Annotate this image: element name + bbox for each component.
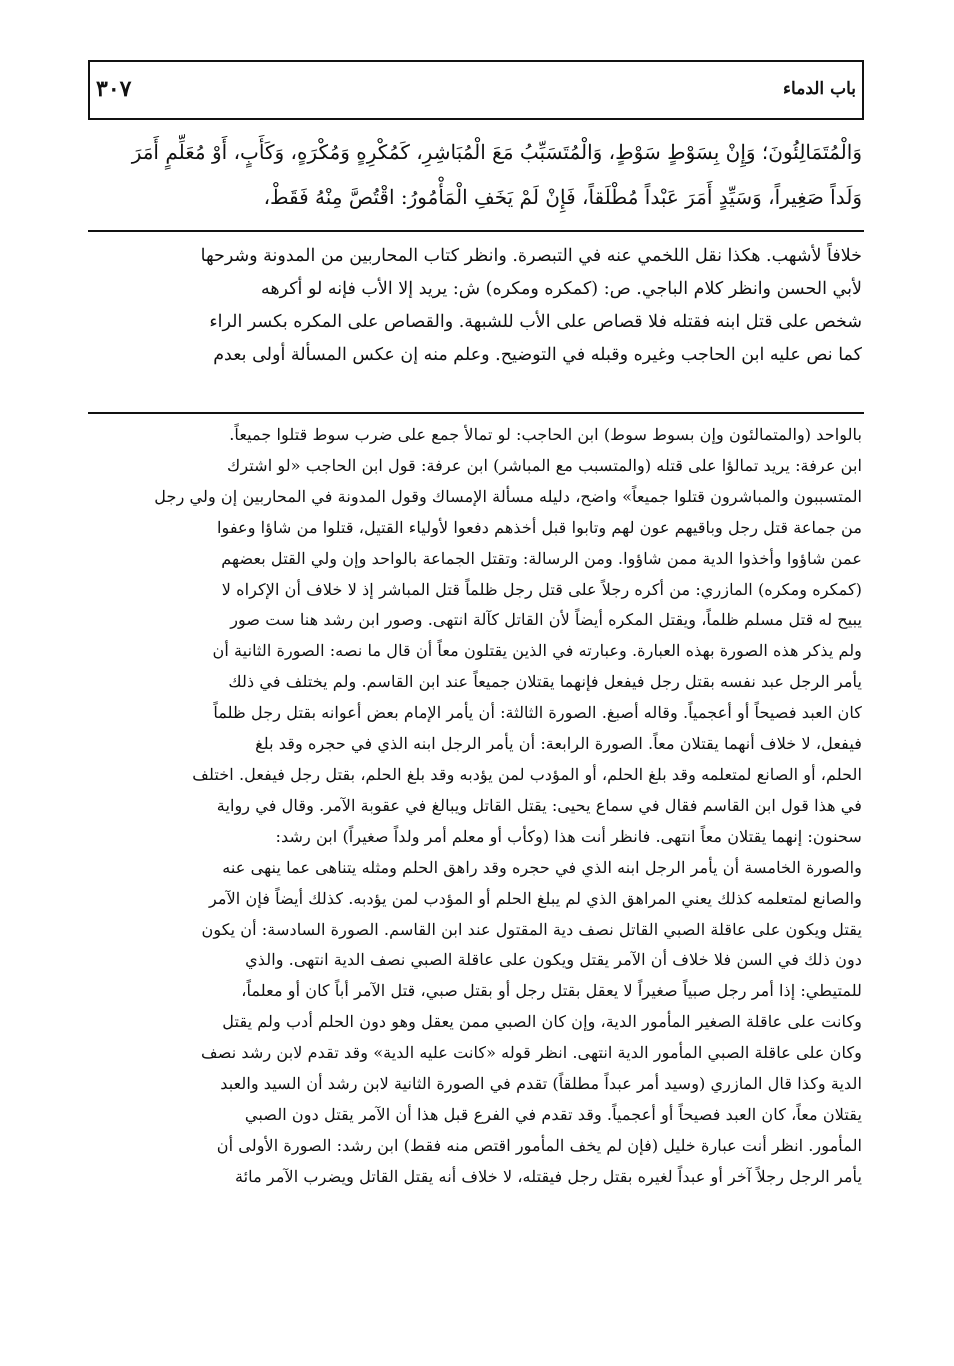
footnote-line: يأمر الرجل رجلاً آخر أو عبداً لغيره بقتل رجل فيقتله، لا خلاف أنه يقتل القاتل ويضرب الآمر مائة bbox=[235, 1166, 862, 1186]
footnote-line: المأمور. انظر أنت عبارة خليل (فإن لم يخف المأمور اقتص منه فقط) ابن رشد: الصورة الأولى أن bbox=[216, 1135, 862, 1155]
footnote-line: يأمر الرجل عبد نفسه بقتل رجل فيفعل فإنهما يقتلان جميعاً عند ابن القاسم. ولم يختلف في ذلك bbox=[228, 672, 862, 692]
footnote-line: المتسببون والمباشرون قتلوا جميعاً» واضح، دليله مسألة الإمساك وقول المدونة في المحاربين إن ولي رجل bbox=[154, 486, 862, 506]
footnote-line: ابن عرفة: يريد تمالؤا على قتله (والمتسبب مع المباشر) ابن عرفة: قول ابن الحاجب «لو اشترك bbox=[227, 455, 862, 475]
footnote-line: وكانت على عاقلة الصغير المأمور الدية، وإن كان الصبي ممن يعقل وهو دون الحلم أدب ولم يقتل bbox=[222, 1012, 862, 1032]
footnote-line: كان العبد فصيحاً أو أعجمياً. وقاله أصبغ. الصورة الثالثة: أن يأمر الإمام بعض أعوانه بقتل رجل ظلماً bbox=[213, 703, 862, 723]
footnote-line: في هذا قول ابن القاسم فقال في سماع يحيى: يقتل القاتل ويبالغ في عقوبة الآمر. وقال في رواية bbox=[216, 795, 862, 815]
footnote-line: ولم يذكر هذه الصورة بهذه العبارة. وعبارته في الذين يقتلون معاً أن قال ما نصه: الصورة الثانية أن bbox=[212, 641, 862, 661]
footnote-line: يقتل ويكون على عاقلة الصبي القاتل نصف دية المقتول عند ابن القاسم. الصورة السادسة: أن يكون bbox=[201, 919, 862, 939]
divider-rule bbox=[88, 230, 864, 232]
page-header bbox=[96, 74, 856, 104]
footnote-line: (كمكره ومكره) المازري: من أكره رجلاً على قتل رجل ظلماً قتل المباشر إذ لا خلاف أن الإكراه لا bbox=[221, 579, 862, 599]
commentary-line: كما نص عليه ابن الحاجب وغيره وقبله في التوضيح. وعلم منه إن عكس المسألة أولى بعدم bbox=[213, 345, 862, 365]
commentary-line: خلافاً لأشهب. هكذا نقل اللخمي عنه في التبصرة. وانظر كتاب المحاربين من المدونة وشرحها bbox=[200, 246, 862, 266]
main-text-line: وَالْمُتَمَالِئُونَ؛ وَإِنْ بِسَوْطٍ سَوْطٍ، وَالْمُتَسَبِّبُ مَعَ الْمُبَاشِرِ، كَمُكْرِهٍ وَمُكْرَهٍ، وَكَأَبٍ، أَوْ مُعَلِّمٍ أَمَرَ bbox=[131, 140, 862, 164]
footnote-line: دون ذلك في السن فلا خلاف أن الآمر يقتل ويكون على عاقلة الصبي نصف الدية انتهى. والذي bbox=[245, 950, 862, 970]
main-text bbox=[92, 130, 862, 220]
footnote-line: الحلم، أو الصانع لمتعلمه وقد بلغ الحلم، أو المؤدب لمن يؤدبه وقد بلغ الحلم، بقتل رجل فيفعل. اختلف bbox=[192, 764, 862, 784]
commentary-line: لأبي الحسن وانظر كلام الباجي. ص: (كمكره ومكره) ش: يريد إلا الأب فإنه لو أكرهه bbox=[260, 279, 862, 299]
footnote-line: فيفعل، لا خلاف أنهما يقتلان معاً. الصورة الرابعة: أن يأمر الرجل ابنه الذي في حجره وقد بلغ bbox=[255, 734, 862, 754]
commentary-line: شخص على قتل ابنه فقتله فلا قصاص على الأب للشبهة. والقصاص على المكره بكسر الراء bbox=[209, 312, 862, 332]
footnote-line: للمتيطي: إذا أمر رجل صبياً صغيراً لا يعقل بقتل رجل أو بقتل صبي، قتل الآمر أباً كان أو معلماً، bbox=[241, 981, 862, 1001]
footnote-line: سحنون: إنهما يقتلان معاً انتهى. فانظر أنت هذا (وكأب أو معلم أمر ولداً صغيراً) ابن رشد: bbox=[275, 826, 862, 846]
footnote-line: يبيح له قتل مسلم ظلماً، ويقتل المكره أيضاً لأن القاتل كآلة انتهى. وصور ابن رشد هنا ست صور bbox=[230, 610, 862, 630]
footnote-line: والصورة الخامسة أن يأمر الرجل ابنه الذي في حجره وقد راهق الحلم ومثله يتناهى عما ينهى عنه bbox=[222, 857, 862, 877]
footnote-line: وكان على عاقلة الصبي المأمور الدية انتهى. انظر قوله «كانت عليه الدية» وقد تقدم لابن رشد نصف bbox=[200, 1043, 862, 1063]
page-number: ٣٠٧ bbox=[96, 76, 132, 102]
commentary-text bbox=[92, 240, 862, 372]
chapter-title: باب الدماء bbox=[783, 79, 856, 99]
footnote-line: من جماعة قتل رجل وباقيهم عون لهم وتابوا قبل أخذهم دفعوا لأولياء القتيل، قتلوا من شاؤا وعفوا bbox=[217, 517, 862, 537]
footnote-line: والصانع لمتعلمه كذلك يعني المراهق الذي لم يبلغ الحلم أو المؤدب لمن يؤدبه. كذلك أيضاً فإن الآمر bbox=[208, 888, 862, 908]
footnote-line: الدية وكذا قال المازري (وسيد أمر عبداً مطلقاً) تقدم في الصورة الثانية لابن رشد أن السيد والعبد bbox=[220, 1074, 862, 1094]
footnote-line: يقتلان معاً، كان العبد فصيحاً أو أعجمياً. وقد تقدم في الفرع قبل هذا أن الآمر يقتل دون الصبي bbox=[244, 1104, 862, 1124]
footnote-line: عمن شاؤوا وأخذوا الدية ممن شاؤوا. ومن الرسالة: وتقتل الجماعة بالواحد وإن ولي القتل بعضهم bbox=[221, 548, 862, 568]
main-text-line: وَلَداً صَغِيراً، وَسَيِّدٍ أَمَرَ عَبْداً مُطْلَقاً، فَإِنْ لَمْ يَخَفِ الْمَأْمُورُ: اقْتُصَّ مِنْهُ فَقَطْ، bbox=[263, 185, 862, 209]
footnote-line: بالواحد (والمتمالئون وإن بسوط سوط) ابن الحاجب: لو تمالأ جمع على ضرب سوط قتلوا جميعاً. bbox=[229, 425, 862, 444]
divider-rule bbox=[88, 412, 864, 414]
footnote-text bbox=[92, 420, 862, 1193]
